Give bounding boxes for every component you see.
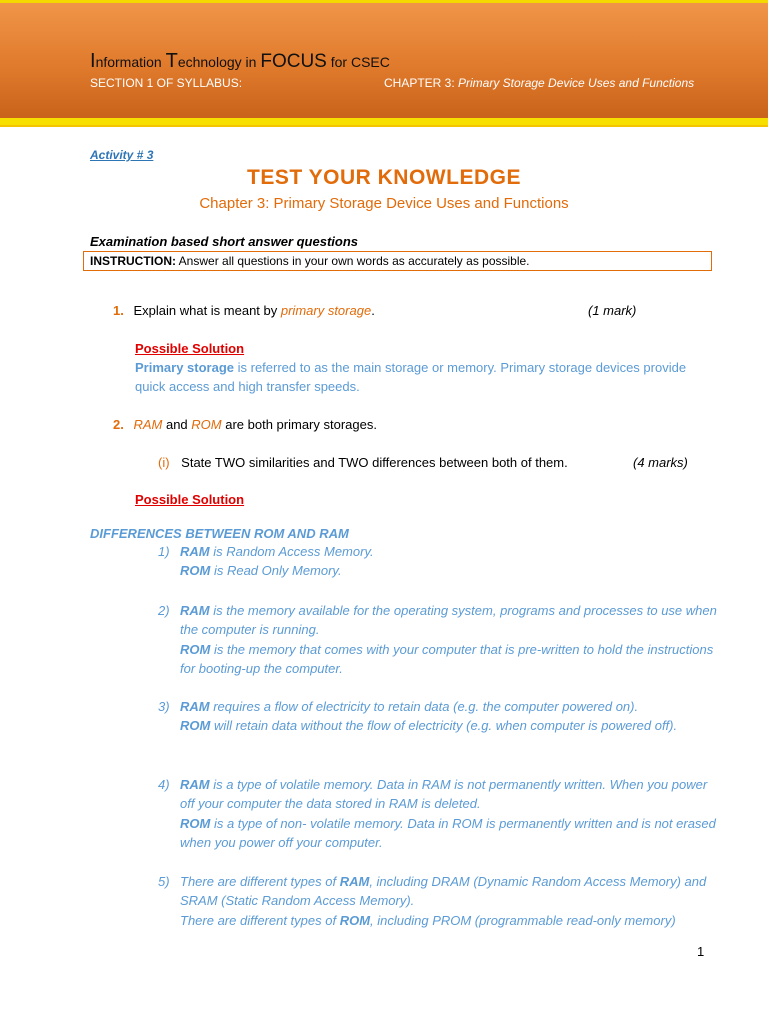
difference-2 — [180, 601, 720, 679]
question-2-part-i-text: State TWO similarities and TWO differences between both of them. — [181, 455, 568, 470]
difference-3 — [180, 697, 720, 736]
header-divider — [0, 118, 768, 125]
question-2-solution-label: Possible Solution — [135, 492, 245, 507]
difference-1-ram: RAM is Random Access Memory. — [180, 544, 374, 559]
brand-word-information: nformation — [95, 54, 166, 70]
brand-word-in: in — [241, 54, 261, 70]
question-1-solution-label: Possible Solution — [135, 341, 245, 356]
difference-5-number: 5) — [158, 874, 170, 889]
question-2-part-i-number: (i) — [158, 455, 170, 470]
difference-2-rom: ROM is the memory that comes with your computer that is pre-written to hold the instructions for booting-up the computer. — [180, 641, 714, 677]
question-2-part-i — [158, 455, 568, 470]
section-label: SECTION 1 OF SYLLABUS: — [90, 76, 243, 90]
question-2-and: and — [162, 417, 192, 432]
header-divider-secondary — [0, 125, 768, 127]
difference-4-number: 4) — [158, 777, 170, 792]
instruction-text: Answer all questions in your own words as accurately as possible. — [176, 254, 530, 268]
difference-3-rom: ROM will retain data without the flow of electricity (e.g. when computer is powered off). — [180, 718, 678, 734]
activity-link[interactable]: Activity # 3 — [90, 148, 154, 162]
chapter-title: Primary Storage Device Uses and Functions — [458, 76, 695, 90]
page-subtitle: Chapter 3: Primary Storage Device Uses and Functions — [199, 195, 569, 212]
question-2-marks: (4 marks) — [633, 455, 688, 470]
brand-word-for-csec: for CSEC — [326, 54, 390, 70]
brand-initial-t: T — [165, 50, 178, 72]
question-1-marks: (1 mark) — [588, 303, 637, 318]
chapter-label — [384, 76, 694, 90]
difference-5 — [180, 872, 720, 930]
question-2-ram: RAM — [133, 417, 163, 432]
question-2-text: are both primary storages. — [221, 417, 377, 432]
brand-word-focus: FOCUS — [260, 51, 327, 72]
difference-1-rom: ROM is Read Only Memory. — [180, 563, 342, 579]
question-1-term: primary storage — [280, 303, 372, 318]
question-2-number: 2. — [113, 417, 124, 432]
question-1-answer-text: is referred to as the main storage or memory. Primary storage devices provide quick access and high transfer speeds. — [135, 360, 687, 394]
question-1-answer — [135, 358, 715, 396]
difference-5-rom: There are different types of ROM, including PROM (programmable read-only memory) — [180, 912, 676, 928]
difference-4-ram: RAM is a type of volatile memory. Data in RAM is not permanently written. When you power off your computer the data stored in RAM is deleted. — [180, 777, 708, 812]
question-1-end: . — [371, 303, 375, 318]
exam-heading: Examination based short answer questions — [90, 234, 359, 249]
instruction-label: INSTRUCTION: — [90, 254, 176, 268]
brand-title — [90, 50, 390, 73]
page-title: TEST YOUR KNOWLEDGE — [247, 166, 521, 189]
difference-3-ram: RAM requires a flow of electricity to retain data (e.g. the computer powered on). — [180, 699, 639, 714]
question-2-rom: ROM — [191, 417, 222, 432]
question-1-number: 1. — [113, 303, 124, 318]
question-1-answer-term: Primary storage — [135, 360, 234, 375]
difference-1-number: 1) — [158, 544, 170, 559]
difference-5-ram: There are different types of RAM, including DRAM (Dynamic Random Access Memory) and SRAM (Static Random Access Memory). — [180, 874, 707, 909]
difference-4 — [180, 775, 720, 853]
question-2 — [113, 417, 377, 432]
brand-word-technology: echnology — [177, 54, 242, 70]
brand-initial-i: I — [90, 50, 96, 72]
difference-2-ram: RAM is the memory available for the operating system, programs and processes to use when the computer is running. — [180, 603, 717, 638]
page-number: 1 — [697, 944, 705, 959]
difference-4-rom: ROM is a type of non- volatile memory. Data in ROM is permanently written and is not erased when you power off your computer. — [180, 815, 716, 851]
difference-1 — [180, 542, 720, 581]
difference-2-number: 2) — [158, 603, 170, 618]
question-1-text: Explain what is meant by — [133, 303, 281, 318]
question-1 — [113, 303, 375, 318]
instruction-box — [83, 251, 712, 271]
difference-3-number: 3) — [158, 699, 170, 714]
differences-heading: DIFFERENCES BETWEEN ROM AND RAM — [90, 526, 349, 541]
chapter-prefix: CHAPTER 3: — [384, 76, 459, 90]
